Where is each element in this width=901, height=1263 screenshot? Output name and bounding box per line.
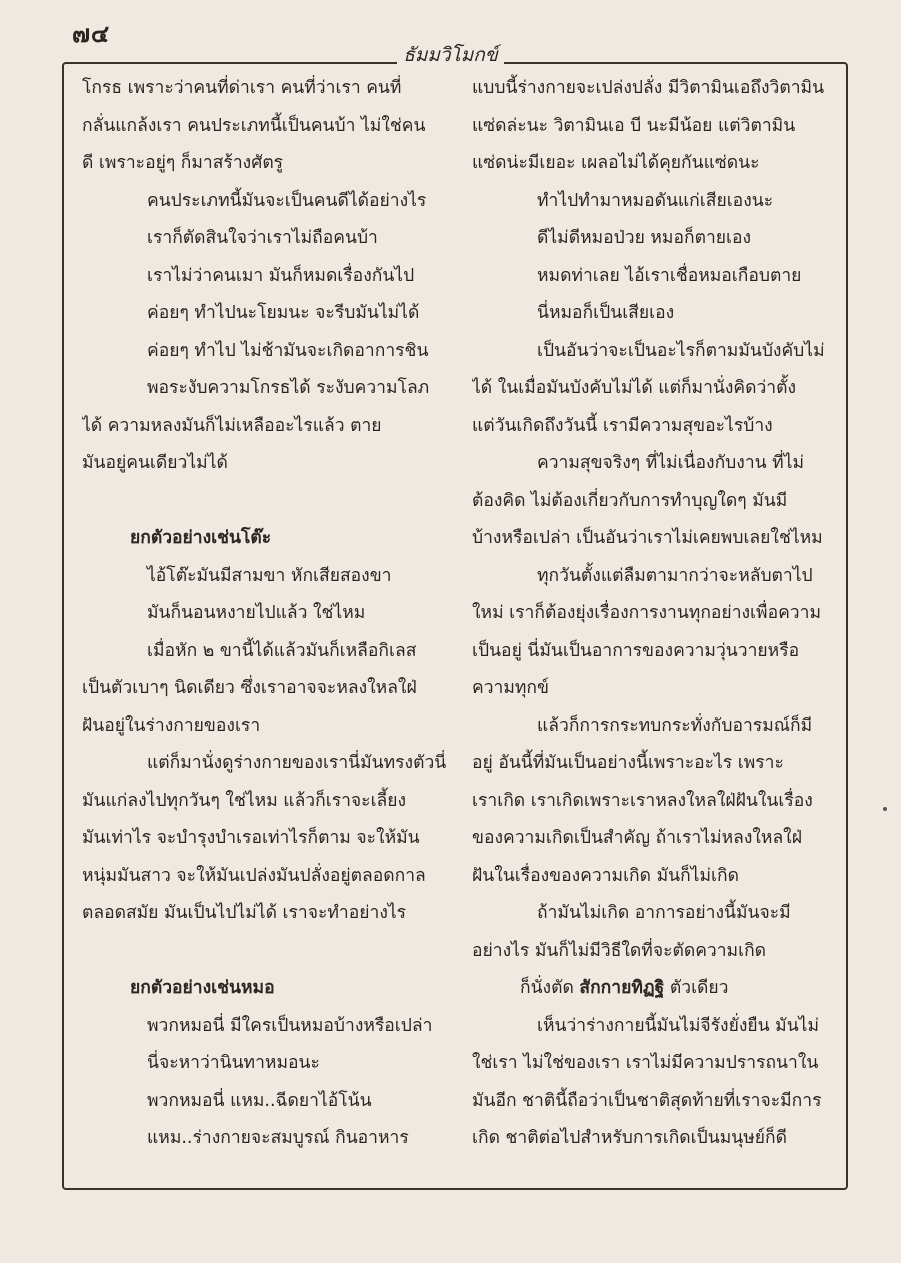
text-line: มันแก่ลงไปทุกวันๆ ใช่ไหม แล้วก็เราจะเลี้ยง: [82, 790, 407, 811]
text-line: ค่อยๆ ทำไปนะโยมนะ จะรีบมันไม่ได้: [147, 303, 420, 323]
text-line: ดี เพราะอยู่ๆ ก็มาสร้างศัตรู: [82, 153, 284, 173]
section-heading: ยกตัวอย่างเช่นโต๊ะ: [130, 528, 272, 548]
text-line: [82, 483, 454, 521]
text-line: เราก็ตัดสินใจว่าเราไม่ถือคนบ้า: [147, 228, 378, 248]
text-line: ใหม่ เราก็ต้องยุ่งเรื่องการงานทุกอย่างเพื่อความ: [472, 603, 821, 623]
text-line: คนประเภทนี้มันจะเป็นคนดีได้อย่างไร: [147, 190, 427, 211]
text-line: ต้องคิด ไม่ต้องเกี่ยวกับการทำบุญใดๆ มันมี: [472, 490, 788, 511]
text-line: เราไม่ว่าคนเมา มันก็หมดเรื่องกันไป: [147, 265, 415, 286]
text-line: แล้วก็การกระทบกระทั่งกับอารมณ์ก็มี: [537, 715, 813, 736]
text-line: เกิด ชาติต่อไปสำหรับการเกิดเป็นมนุษย์ก็ดี: [472, 1128, 787, 1148]
text-line: หนุ่มมันสาว จะให้มันเปล่งมันปลั่งอยู่ตลอดกาล: [82, 865, 426, 886]
text-line: เป็นตัวเบาๆ นิดเดียว ซึ่งเราอาจจะหลงใหลใฝ่: [82, 678, 417, 698]
text-line: แต่ก็มานั่งดูร่างกายของเรานี่มันทรงตัวนี่: [147, 753, 447, 773]
running-head-text: ธัมมวิโมกข์: [397, 44, 504, 66]
text-line: แซ่ดล่ะนะ วิตามินเอ บี นะมีน้อย แต่วิตามิน: [472, 115, 796, 136]
text-line: ความทุกข์: [472, 678, 549, 698]
text-line: ไอ้โต๊ะมันมีสามขา หักเสียสองขา: [147, 565, 392, 586]
text-line: ได้ ความหลงมันก็ไม่เหลืออะไรแล้ว ตาย: [82, 415, 382, 436]
text-line: พวกหมอนี่ มีใครเป็นหมอบ้างหรือเปล่า: [147, 1015, 433, 1036]
text-line: นี่หมอก็เป็นเสียเอง: [537, 303, 675, 323]
page-number: ๗๔: [72, 20, 111, 48]
text-line: แต่วันเกิดถึงวันนี้ เรามีความสุขอะไรบ้าง: [472, 415, 773, 436]
text-line: มันอีก ชาตินี้ถือว่าเป็นชาติสุดท้ายที่เราจะมีการ: [472, 1090, 822, 1111]
text-line: เห็นว่าร่างกายนี้มันไม่จีรังยั่งยืน มันไม่: [537, 1015, 819, 1036]
text-line: ฝันในเรื่องของความเกิด มันก็ไม่เกิด: [472, 865, 739, 886]
text-line: แหม..ร่างกายจะสมบูรณ์ กินอาหาร: [147, 1128, 409, 1148]
text-line: โกรธ เพราะว่าคนที่ด่าเรา คนที่ว่าเรา คนที่: [82, 78, 402, 98]
text-line: มันก็นอนหงายไปแล้ว ใช่ไหม: [147, 603, 366, 623]
text-line: เมื่อหัก ๒ ขานี้ได้แล้วมันก็เหลือกิเลส: [147, 640, 417, 661]
text-line: บ้างหรือเปล่า เป็นอันว่าเราไม่เคยพบเลยใช่ไหม: [472, 528, 823, 548]
text-line: ดีไม่ดีหมอป่วย หมอก็ตายเอง: [537, 228, 752, 248]
text-line: กลั่นแกล้งเรา คนประเภทนี้เป็นคนบ้า ไม่ใช่คน: [82, 115, 426, 136]
text-line: เป็นอันว่าจะเป็นอะไรก็ตามมันบังคับไม่: [537, 340, 825, 361]
text-line: มันอยู่คนเดียวไม่ได้: [82, 453, 228, 473]
section-heading: ยกตัวอย่างเช่นหมอ: [130, 978, 275, 998]
text-line: แซ่ดน่ะมีเยอะ เผลอไม่ได้คุยกันแซ่ดนะ: [472, 153, 760, 173]
text-line: อยู่ อันนี้ที่มันเป็นอย่างนี้เพราะอะไร เพราะ: [472, 753, 784, 773]
text-line: แบบนี้ร่างกายจะเปล่งปลั่ง มีวิตามินเอถึงวิตามิน: [472, 78, 825, 98]
text-line: อย่างไร มันก็ไม่มีวิธีใดที่จะตัดความเกิด: [472, 940, 767, 961]
text-line: ได้ ในเมื่อมันบังคับไม่ได้ แต่ก็มานั่งคิดว่าตั้ง: [472, 378, 797, 398]
text-line: ทุกวันตั้งแต่ลืมตามากว่าจะหลับตาไป: [537, 565, 813, 586]
text-line: ก็นั่งตัด สักกายทิฏฐิ ตัวเดียว: [520, 978, 729, 998]
text-line: เป็นอยู่ นี่มันเป็นอาการของความวุ่นวายหรือ: [472, 640, 800, 661]
text-line: ฝันอยู่ในร่างกายของเรา: [82, 715, 261, 736]
bold-term: สักกายทิฏฐิ: [579, 978, 665, 998]
text-line: ของความเกิดเป็นสำคัญ ถ้าเราไม่หลงใหลใฝ่: [472, 828, 802, 848]
text-line: [82, 933, 454, 971]
right-column: [472, 70, 834, 1158]
text-line: มันเท่าไร จะบำรุงบำเรอเท่าไรก็ตาม จะให้มัน: [82, 828, 420, 848]
text-line: พอระงับความโกรธได้ ระงับความโลภ: [147, 378, 430, 398]
text-line: ทำไปทำมาหมอดันแก่เสียเองนะ: [537, 190, 774, 211]
text-line: ค่อยๆ ทำไป ไม่ช้ามันจะเกิดอาการชิน: [147, 340, 429, 361]
text-line: ใช่เรา ไม่ใช่ของเรา เราไม่มีความปรารถนาใน: [472, 1053, 819, 1073]
text-line: พวกหมอนี่ แหม..ฉีดยาไอ้โน้น: [147, 1090, 372, 1111]
running-head: [0, 40, 901, 70]
text-line: ถ้ามันไม่เกิด อาการอย่างนี้มันจะมี: [537, 903, 791, 923]
text-line: เราเกิด เราเกิดเพราะเราหลงใหลใฝ่ฝันในเรื่อง: [472, 790, 813, 811]
text-line: ความสุขจริงๆ ที่ไม่เนื่องกับงาน ที่ไม่: [537, 453, 805, 473]
paper-speck: [883, 807, 887, 811]
text-line: นี่จะหาว่านินทาหมอนะ: [147, 1053, 320, 1073]
text-line: ตลอดสมัย มันเป็นไปไม่ได้ เราจะทำอย่างไร: [82, 903, 407, 923]
left-column: [82, 70, 454, 1158]
text-line: หมดท่าเลย ไอ้เราเชื่อหมอเกือบตาย: [537, 265, 802, 286]
